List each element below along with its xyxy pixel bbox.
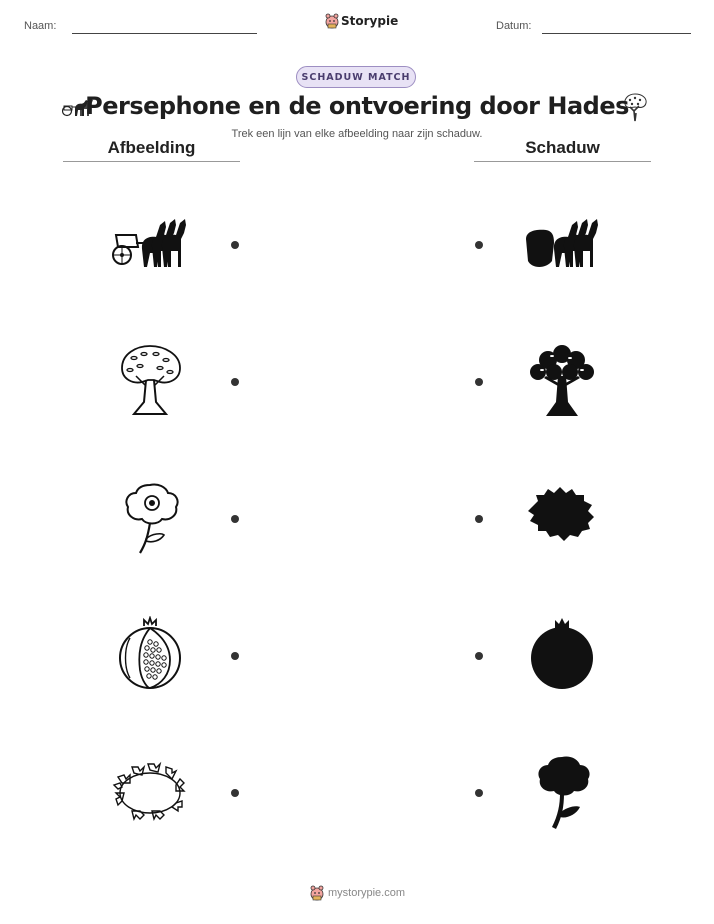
chariot-icon [110, 205, 190, 285]
left-connect-dot[interactable] [231, 652, 239, 660]
left-column-heading: Afbeelding [107, 138, 196, 157]
chariot-shadow-icon [522, 205, 602, 285]
poppy-flower-icon [110, 479, 190, 559]
right-connect-dot[interactable] [475, 652, 483, 660]
name-line[interactable] [72, 33, 257, 34]
right-column-heading: Schaduw [525, 138, 600, 157]
ivy-wreath-icon [110, 753, 190, 833]
right-connect-dot[interactable] [475, 241, 483, 249]
left-connect-dot[interactable] [231, 515, 239, 523]
flower-shadow-icon [522, 753, 602, 833]
brand-name: Storypie [341, 14, 399, 28]
name-label: Naam: [24, 20, 57, 32]
pomegranate-icon [110, 616, 190, 696]
right-connect-dot[interactable] [475, 515, 483, 523]
left-connect-dot[interactable] [231, 789, 239, 797]
wreath-shadow-icon [522, 479, 602, 559]
date-line[interactable] [542, 33, 691, 34]
worksheet-title: Persephone en de ontvoering door Hades [85, 92, 629, 120]
olive-tree-shadow-icon [522, 342, 602, 422]
date-label: Datum: [496, 20, 532, 32]
left-connect-dot[interactable] [231, 241, 239, 249]
worksheet-instruction: Trek een lijn van elke afbeelding naar zijn schaduw. [231, 128, 483, 140]
pomegranate-shadow-icon [522, 616, 602, 696]
footer [310, 885, 405, 901]
worksheet-badge: SCHADUW MATCH [296, 66, 416, 88]
olive-tree-icon [110, 342, 190, 422]
left-heading-underline [63, 161, 240, 162]
storypie-mascot-icon [325, 13, 339, 29]
storypie-mascot-icon [310, 885, 324, 901]
footer-url[interactable]: mystorypie.com [328, 887, 406, 899]
right-heading-underline [474, 161, 651, 162]
left-connect-dot[interactable] [231, 378, 239, 386]
right-connect-dot[interactable] [475, 789, 483, 797]
right-connect-dot[interactable] [475, 378, 483, 386]
brand-logo [325, 13, 398, 29]
